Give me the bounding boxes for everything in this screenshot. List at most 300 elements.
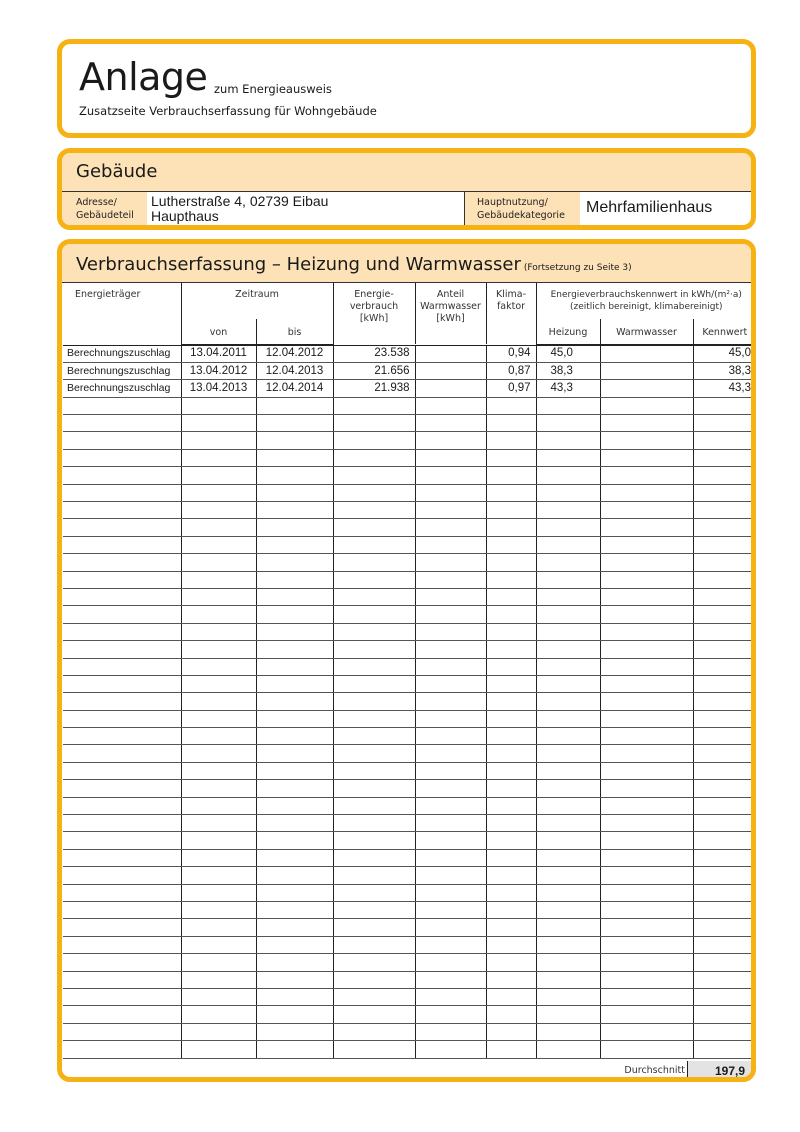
cell-from[interactable] [181,832,256,849]
cell-from[interactable] [181,1023,256,1040]
cell-climate-factor[interactable] [486,415,536,432]
cell-climate-factor[interactable] [486,867,536,884]
cell-hot-water[interactable] [600,641,693,658]
cell-to[interactable] [256,867,333,884]
cell-from[interactable]: 13.04.2012 [181,362,256,379]
cell-carrier[interactable] [63,502,181,519]
cell-from[interactable] [181,502,256,519]
cell-energy[interactable] [333,502,415,519]
cell-energy[interactable] [333,693,415,710]
cell-from[interactable] [181,919,256,936]
cell-to[interactable] [256,554,333,571]
cell-to[interactable] [256,988,333,1005]
cell-hot-water-share[interactable] [415,554,486,571]
cell-heating[interactable] [536,606,600,623]
cell-climate-factor[interactable] [486,988,536,1005]
cell-energy[interactable] [333,884,415,901]
cell-carrier[interactable] [63,658,181,675]
cell-to[interactable] [256,415,333,432]
cell-hot-water[interactable] [600,867,693,884]
cell-energy[interactable] [333,971,415,988]
cell-hot-water-share[interactable] [415,675,486,692]
cell-kennwert[interactable] [693,536,756,553]
cell-carrier[interactable] [63,588,181,605]
usage-field[interactable]: Mehrfamilienhaus [586,199,713,216]
cell-carrier[interactable] [63,936,181,953]
cell-heating[interactable] [536,815,600,832]
cell-energy[interactable] [333,519,415,536]
cell-climate-factor[interactable] [486,954,536,971]
cell-carrier[interactable] [63,693,181,710]
cell-climate-factor[interactable] [486,884,536,901]
cell-carrier[interactable] [63,554,181,571]
cell-to[interactable] [256,1041,333,1058]
cell-climate-factor[interactable] [486,658,536,675]
cell-hot-water[interactable] [600,919,693,936]
cell-climate-factor[interactable] [486,467,536,484]
cell-to[interactable] [256,1023,333,1040]
cell-kennwert[interactable] [693,397,756,414]
cell-hot-water[interactable] [600,832,693,849]
cell-carrier[interactable] [63,571,181,588]
cell-energy[interactable] [333,902,415,919]
cell-climate-factor[interactable] [486,710,536,727]
cell-to[interactable] [256,397,333,414]
cell-from[interactable] [181,519,256,536]
cell-to[interactable] [256,780,333,797]
cell-carrier[interactable] [63,606,181,623]
cell-hot-water[interactable] [600,571,693,588]
cell-from[interactable] [181,849,256,866]
cell-heating[interactable] [536,502,600,519]
cell-heating[interactable] [536,467,600,484]
cell-kennwert[interactable] [693,449,756,466]
cell-from[interactable] [181,780,256,797]
cell-hot-water-share[interactable] [415,815,486,832]
cell-energy[interactable] [333,728,415,745]
cell-energy[interactable] [333,432,415,449]
cell-hot-water[interactable] [600,1006,693,1023]
cell-kennwert[interactable] [693,849,756,866]
cell-kennwert[interactable] [693,710,756,727]
cell-kennwert[interactable] [693,954,756,971]
cell-hot-water[interactable] [600,519,693,536]
cell-carrier[interactable] [63,797,181,814]
cell-to[interactable] [256,432,333,449]
cell-to[interactable] [256,954,333,971]
cell-energy[interactable] [333,1041,415,1058]
cell-hot-water-share[interactable] [415,519,486,536]
cell-hot-water[interactable] [600,362,693,379]
cell-carrier[interactable]: Berechnungszuschlag [63,380,181,397]
cell-from[interactable] [181,693,256,710]
cell-hot-water[interactable] [600,762,693,779]
cell-to[interactable]: 12.04.2012 [256,345,333,362]
cell-heating[interactable]: 45,0 [536,345,600,362]
cell-climate-factor[interactable] [486,832,536,849]
cell-to[interactable] [256,797,333,814]
cell-to[interactable] [256,571,333,588]
cell-from[interactable] [181,588,256,605]
cell-energy[interactable]: 21.656 [333,362,415,379]
cell-kennwert[interactable] [693,415,756,432]
cell-to[interactable] [256,606,333,623]
cell-climate-factor[interactable] [486,536,536,553]
cell-hot-water[interactable] [600,623,693,640]
cell-to[interactable] [256,519,333,536]
cell-kennwert[interactable] [693,1041,756,1058]
cell-heating[interactable]: 43,3 [536,380,600,397]
cell-energy[interactable] [333,1006,415,1023]
cell-hot-water[interactable] [600,971,693,988]
cell-from[interactable] [181,954,256,971]
cell-energy[interactable] [333,954,415,971]
cell-from[interactable] [181,884,256,901]
cell-hot-water[interactable] [600,815,693,832]
cell-carrier[interactable] [63,1006,181,1023]
cell-carrier[interactable] [63,728,181,745]
cell-energy[interactable] [333,815,415,832]
cell-to[interactable] [256,675,333,692]
cell-energy[interactable] [333,554,415,571]
cell-heating[interactable] [536,1041,600,1058]
cell-hot-water[interactable] [600,484,693,501]
cell-kennwert[interactable] [693,728,756,745]
cell-kennwert[interactable] [693,675,756,692]
cell-hot-water-share[interactable] [415,902,486,919]
cell-kennwert[interactable] [693,502,756,519]
cell-climate-factor[interactable] [486,902,536,919]
cell-hot-water-share[interactable] [415,623,486,640]
cell-heating[interactable] [536,519,600,536]
cell-climate-factor[interactable]: 0,87 [486,362,536,379]
cell-hot-water[interactable] [600,954,693,971]
cell-kennwert[interactable] [693,797,756,814]
cell-from[interactable] [181,675,256,692]
cell-heating[interactable] [536,1023,600,1040]
cell-carrier[interactable] [63,467,181,484]
cell-hot-water[interactable] [600,467,693,484]
cell-carrier[interactable] [63,641,181,658]
cell-kennwert[interactable] [693,902,756,919]
cell-climate-factor[interactable] [486,762,536,779]
cell-heating[interactable] [536,449,600,466]
cell-hot-water[interactable] [600,728,693,745]
cell-energy[interactable] [333,780,415,797]
cell-hot-water-share[interactable] [415,415,486,432]
cell-energy[interactable] [333,397,415,414]
cell-hot-water[interactable] [600,675,693,692]
cell-heating[interactable] [536,849,600,866]
cell-energy[interactable] [333,449,415,466]
cell-heating[interactable] [536,536,600,553]
cell-climate-factor[interactable] [486,1006,536,1023]
cell-hot-water-share[interactable] [415,397,486,414]
cell-carrier[interactable] [63,415,181,432]
cell-carrier[interactable] [63,745,181,762]
cell-energy[interactable] [333,849,415,866]
cell-climate-factor[interactable] [486,502,536,519]
cell-heating[interactable] [536,693,600,710]
cell-heating[interactable] [536,641,600,658]
cell-climate-factor[interactable] [486,397,536,414]
cell-hot-water[interactable] [600,449,693,466]
cell-climate-factor[interactable] [486,519,536,536]
cell-to[interactable] [256,971,333,988]
cell-climate-factor[interactable] [486,571,536,588]
cell-to[interactable] [256,623,333,640]
cell-energy[interactable] [333,467,415,484]
cell-hot-water-share[interactable] [415,988,486,1005]
cell-energy[interactable] [333,641,415,658]
cell-to[interactable] [256,467,333,484]
cell-from[interactable] [181,554,256,571]
cell-energy[interactable] [333,588,415,605]
cell-hot-water-share[interactable] [415,919,486,936]
cell-heating[interactable] [536,397,600,414]
cell-hot-water-share[interactable] [415,762,486,779]
cell-hot-water[interactable] [600,936,693,953]
cell-energy[interactable] [333,606,415,623]
cell-climate-factor[interactable] [486,606,536,623]
cell-kennwert[interactable]: 38,3 [693,362,756,379]
cell-climate-factor[interactable] [486,432,536,449]
cell-to[interactable] [256,745,333,762]
cell-kennwert[interactable] [693,919,756,936]
cell-hot-water-share[interactable] [415,1041,486,1058]
cell-hot-water[interactable] [600,797,693,814]
cell-energy[interactable] [333,762,415,779]
cell-hot-water-share[interactable] [415,728,486,745]
cell-to[interactable] [256,849,333,866]
cell-carrier[interactable] [63,780,181,797]
cell-carrier[interactable] [63,519,181,536]
cell-kennwert[interactable] [693,988,756,1005]
cell-energy[interactable] [333,675,415,692]
cell-hot-water-share[interactable] [415,971,486,988]
cell-hot-water-share[interactable] [415,536,486,553]
cell-heating[interactable] [536,745,600,762]
cell-from[interactable] [181,936,256,953]
cell-climate-factor[interactable]: 0,97 [486,380,536,397]
cell-hot-water[interactable] [600,745,693,762]
cell-heating[interactable]: 38,3 [536,362,600,379]
cell-from[interactable] [181,745,256,762]
cell-hot-water-share[interactable] [415,449,486,466]
cell-carrier[interactable] [63,675,181,692]
cell-carrier[interactable] [63,449,181,466]
cell-carrier[interactable] [63,971,181,988]
cell-heating[interactable] [536,432,600,449]
cell-hot-water-share[interactable] [415,954,486,971]
cell-from[interactable] [181,484,256,501]
cell-energy[interactable] [333,536,415,553]
cell-to[interactable] [256,815,333,832]
cell-heating[interactable] [536,936,600,953]
cell-carrier[interactable] [63,919,181,936]
cell-hot-water-share[interactable] [415,745,486,762]
cell-climate-factor[interactable] [486,1041,536,1058]
cell-from[interactable] [181,902,256,919]
cell-heating[interactable] [536,780,600,797]
cell-hot-water[interactable] [600,1023,693,1040]
cell-from[interactable] [181,606,256,623]
cell-hot-water[interactable] [600,1041,693,1058]
cell-to[interactable] [256,884,333,901]
cell-carrier[interactable] [63,623,181,640]
cell-carrier[interactable] [63,484,181,501]
cell-hot-water-share[interactable] [415,867,486,884]
cell-heating[interactable] [536,902,600,919]
cell-hot-water-share[interactable] [415,502,486,519]
cell-from[interactable] [181,415,256,432]
cell-hot-water[interactable] [600,884,693,901]
cell-carrier[interactable] [63,1041,181,1058]
cell-carrier[interactable] [63,762,181,779]
cell-carrier[interactable] [63,832,181,849]
cell-kennwert[interactable] [693,484,756,501]
cell-climate-factor[interactable] [486,554,536,571]
cell-climate-factor[interactable] [486,693,536,710]
cell-hot-water-share[interactable] [415,1006,486,1023]
cell-kennwert[interactable] [693,971,756,988]
cell-heating[interactable] [536,415,600,432]
cell-hot-water[interactable] [600,606,693,623]
cell-climate-factor[interactable] [486,971,536,988]
cell-energy[interactable]: 21.938 [333,380,415,397]
cell-hot-water[interactable] [600,380,693,397]
cell-climate-factor[interactable] [486,484,536,501]
cell-energy[interactable] [333,797,415,814]
cell-heating[interactable] [536,571,600,588]
cell-kennwert[interactable] [693,606,756,623]
cell-hot-water[interactable] [600,780,693,797]
cell-hot-water-share[interactable] [415,797,486,814]
cell-energy[interactable] [333,867,415,884]
cell-carrier[interactable] [63,849,181,866]
cell-heating[interactable] [536,832,600,849]
cell-heating[interactable] [536,588,600,605]
cell-hot-water-share[interactable] [415,1023,486,1040]
cell-heating[interactable] [536,728,600,745]
cell-climate-factor[interactable] [486,815,536,832]
cell-carrier[interactable]: Berechnungszuschlag [63,362,181,379]
cell-hot-water[interactable] [600,902,693,919]
cell-from[interactable] [181,432,256,449]
cell-kennwert[interactable] [693,658,756,675]
cell-hot-water-share[interactable] [415,693,486,710]
cell-heating[interactable] [536,658,600,675]
cell-to[interactable] [256,449,333,466]
cell-hot-water[interactable] [600,588,693,605]
cell-carrier[interactable] [63,432,181,449]
cell-energy[interactable] [333,988,415,1005]
cell-hot-water-share[interactable] [415,606,486,623]
cell-hot-water-share[interactable] [415,641,486,658]
cell-carrier[interactable] [63,884,181,901]
cell-to[interactable] [256,832,333,849]
cell-hot-water-share[interactable] [415,884,486,901]
cell-carrier[interactable] [63,397,181,414]
cell-energy[interactable] [333,571,415,588]
cell-hot-water[interactable] [600,502,693,519]
cell-heating[interactable] [536,797,600,814]
cell-hot-water-share[interactable] [415,571,486,588]
cell-energy[interactable] [333,1023,415,1040]
cell-kennwert[interactable] [693,815,756,832]
cell-hot-water[interactable] [600,415,693,432]
cell-carrier[interactable] [63,1023,181,1040]
cell-energy[interactable] [333,710,415,727]
cell-from[interactable] [181,971,256,988]
cell-energy[interactable] [333,484,415,501]
cell-kennwert[interactable] [693,1006,756,1023]
cell-hot-water[interactable] [600,658,693,675]
cell-to[interactable] [256,902,333,919]
cell-to[interactable] [256,658,333,675]
cell-carrier[interactable] [63,954,181,971]
cell-energy[interactable] [333,832,415,849]
cell-energy[interactable] [333,415,415,432]
cell-hot-water-share[interactable] [415,345,486,362]
cell-hot-water[interactable] [600,536,693,553]
cell-climate-factor[interactable] [486,623,536,640]
cell-hot-water[interactable] [600,554,693,571]
cell-to[interactable] [256,693,333,710]
cell-climate-factor[interactable] [486,745,536,762]
cell-kennwert[interactable]: 45,0 [693,345,756,362]
cell-energy[interactable] [333,936,415,953]
cell-kennwert[interactable] [693,432,756,449]
cell-heating[interactable] [536,623,600,640]
cell-climate-factor[interactable]: 0,94 [486,345,536,362]
cell-hot-water-share[interactable] [415,849,486,866]
cell-from[interactable] [181,623,256,640]
cell-carrier[interactable] [63,815,181,832]
cell-from[interactable]: 13.04.2011 [181,345,256,362]
cell-to[interactable] [256,728,333,745]
cell-from[interactable] [181,658,256,675]
cell-heating[interactable] [536,675,600,692]
cell-hot-water-share[interactable] [415,467,486,484]
cell-to[interactable] [256,641,333,658]
cell-to[interactable] [256,502,333,519]
cell-heating[interactable] [536,554,600,571]
cell-climate-factor[interactable] [486,919,536,936]
cell-kennwert[interactable] [693,588,756,605]
cell-climate-factor[interactable] [486,1023,536,1040]
cell-carrier[interactable] [63,902,181,919]
cell-hot-water-share[interactable] [415,588,486,605]
cell-climate-factor[interactable] [486,588,536,605]
cell-kennwert[interactable]: 43,3 [693,380,756,397]
cell-heating[interactable] [536,867,600,884]
cell-climate-factor[interactable] [486,449,536,466]
cell-carrier[interactable] [63,988,181,1005]
cell-hot-water[interactable] [600,988,693,1005]
cell-hot-water[interactable] [600,849,693,866]
cell-climate-factor[interactable] [486,797,536,814]
cell-from[interactable]: 13.04.2013 [181,380,256,397]
cell-heating[interactable] [536,988,600,1005]
cell-hot-water-share[interactable] [415,780,486,797]
cell-energy[interactable] [333,745,415,762]
cell-heating[interactable] [536,1006,600,1023]
cell-hot-water[interactable] [600,345,693,362]
cell-to[interactable] [256,936,333,953]
cell-climate-factor[interactable] [486,728,536,745]
cell-from[interactable] [181,641,256,658]
